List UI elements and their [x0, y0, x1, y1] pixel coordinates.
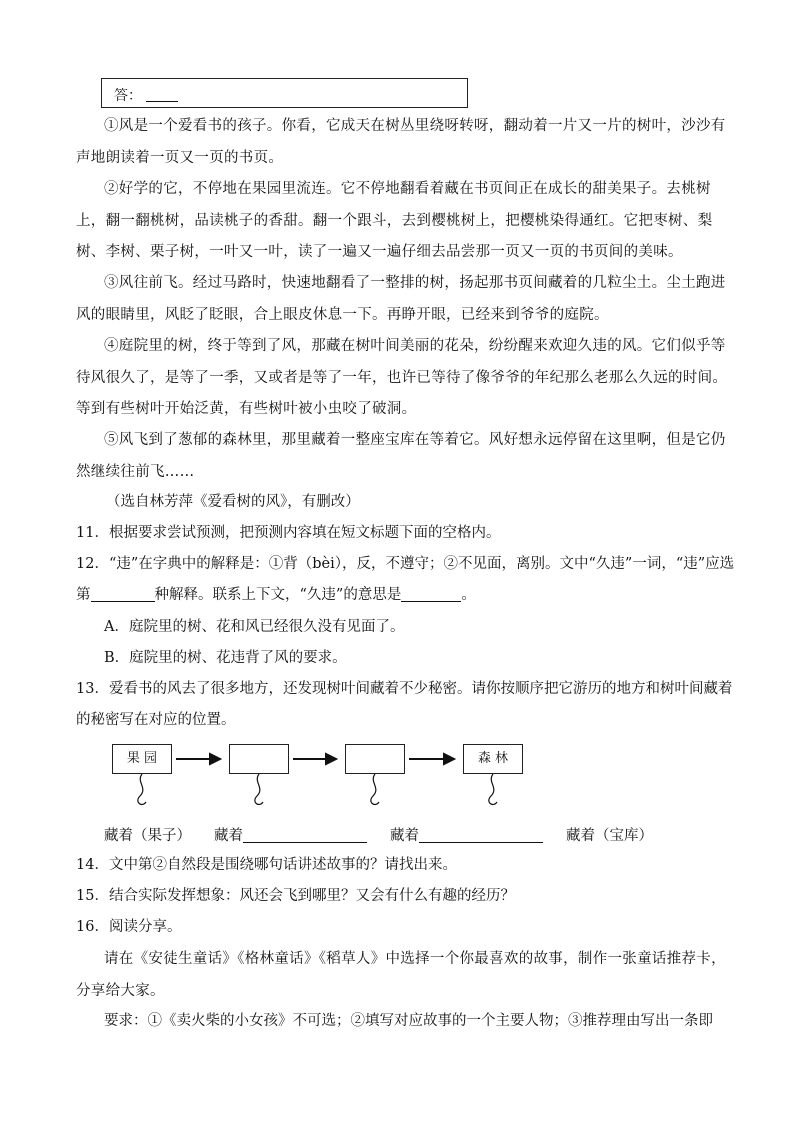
question-11: 11．根据要求尝试预测，把预测内容填在短文标题下面的空格内。: [76, 525, 501, 541]
hidden-item-2: 藏着: [214, 824, 367, 845]
question-13-line2: 的秘密写在对应的位置。: [76, 712, 236, 728]
hidden-blank-2[interactable]: [419, 827, 543, 843]
q12-blank-2[interactable]: [401, 586, 461, 602]
hidden-item-1: 藏着（果子）: [104, 828, 191, 844]
hidden-item-4: 藏着（宝库）: [566, 828, 653, 844]
route-arrows: [112, 744, 532, 814]
question-13-line1: 13．爱看书的风去了很多地方，还发现树叶间藏着不少秘密。请你按顺序把它游历的地方和树叶间藏着: [76, 681, 733, 697]
hidden-item-3: 藏着: [390, 824, 543, 845]
answer-blank[interactable]: [146, 87, 178, 102]
passage-paragraph-3: ③风往前飞。经过马路时，快速地翻看了一整排的树，扬起那书页间藏着的几粒尘土。尘土跑进风的眼睛里，风眨了眨眼，合上眼皮休息一下。再睁开眼，已经来到爷爷的庭院。: [76, 275, 726, 323]
hidden-secrets-row: [104, 824, 724, 848]
question-15: 15．结合实际发挥想象：风还会飞到哪里？又会有什么有趣的经历？: [76, 888, 515, 904]
question-16-body: 请在《安徒生童话》《格林童话》《稻草人》中选择一个你最喜欢的故事，制作一张童话推荐卡，分享给大家。: [76, 951, 726, 999]
route-diagram: [112, 744, 532, 814]
passage-paragraph-1: ①风是一个爱看书的孩子。你看，它成天在树丛里绕呀转呀，翻动着一片又一片的树叶，沙沙有声地朗读着一页又一页的书页。: [76, 118, 726, 166]
answer-box[interactable]: [101, 78, 468, 108]
question-16-requirements: 要求：①《卖火柴的小女孩》不可选；②填写对应故事的一个主要人物；③推荐理由写出一条即: [104, 1013, 713, 1029]
hidden-blank-1[interactable]: [243, 827, 367, 843]
passage-source: （选自林芳萍《爱看树的风》，有删改）: [106, 494, 360, 510]
question-16: 16．阅读分享。: [76, 919, 182, 935]
question-12-option-b[interactable]: B．庭院里的树、花违背了风的要求。: [104, 650, 347, 666]
passage-paragraph-2: ②好学的它，不停地在果园里流连。它不停地翻看着藏在书页间正在成长的甜美果子。去桃树上，翻一翻桃树，品读桃子的香甜。翻一个跟斗，去到樱桃树上，把樱桃染得通红。它把枣树、梨树、李树、栗子树，一叶又一叶，读了一遍又一遍仔细去品尝那一页又一页的书页间的美味。: [76, 181, 713, 260]
question-14: 14．文中第②自然段是围绕哪句话讲述故事的？请找出来。: [76, 857, 457, 873]
route-node-forest: 森 林: [463, 744, 523, 774]
passage-paragraph-4: ④庭院里的树，终于等到了风，那藏在树叶间美丽的花朵，纷纷醒来欢迎久违的风。它们似乎等待风很久了，是等了一季，又或者是等了一年，也许已等待了像爷爷的年纪那么老那么久远的时间。等到有些树叶开始泛黄，有些树叶被小虫咬了破洞。: [76, 338, 728, 417]
answer-label: 答：: [114, 85, 178, 105]
passage-paragraph-5: ⑤风飞到了葱郁的森林里，那里藏着一整座宝库在等着它。风好想永远停留在这里啊，但是它仍然继续往前飞……: [76, 432, 726, 480]
question-12-line1: 12．“违”在字典中的解释是：①背（bèi），反，不遵守；②不见面，离别。文中“久违”一词，“违”应选: [76, 556, 735, 572]
question-12-line2: 第 种解释。联系上下文，“久违”的意思是 。: [76, 587, 476, 603]
question-12-option-a[interactable]: A．庭院里的树、花和风已经很久没有见面了。: [104, 619, 405, 635]
route-node-orchard: 果 园: [112, 744, 172, 774]
q12-blank-1[interactable]: [91, 586, 155, 602]
